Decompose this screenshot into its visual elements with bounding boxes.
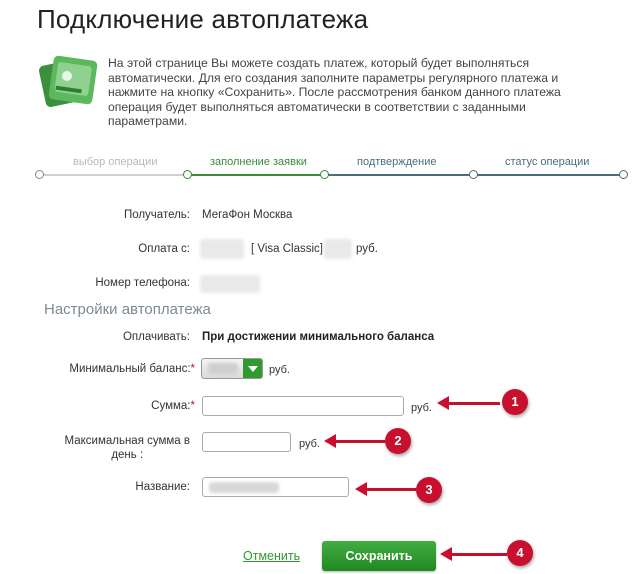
annotation-badge-3: 3: [416, 477, 442, 503]
step-line-done: [40, 174, 188, 176]
annotation-badge-4: 4: [507, 540, 533, 566]
card-name: [ Visa Classic]: [251, 243, 324, 255]
name-input[interactable]: [202, 477, 349, 497]
step-dot-4: [469, 170, 478, 179]
annotation-arrow-3: [366, 488, 416, 491]
min-balance-label: [69, 363, 195, 375]
annotation-arrow-head-4: [440, 547, 452, 561]
step-line-current: [188, 174, 325, 176]
step-dot-1: [35, 170, 44, 179]
save-button[interactable]: Сохранить: [322, 541, 436, 571]
page-title: Подключение автоплатежа: [37, 4, 369, 34]
intro-text: На этой странице Вы можете создать платеж, который будет выполняться автоматически. Для его создания заполните параметры регулярного платежа и нажмите на кнопку «Сохранить». После рассмотрения банком данного платежа операция будет выполняться автоматически в соответствии с заданными параметрами.: [108, 56, 561, 129]
annotation-arrow-2: [335, 440, 385, 443]
required-mark: *: [190, 400, 195, 412]
card-number-redacted: [200, 239, 244, 259]
pay-condition-value: При достижении минимального баланса: [202, 331, 435, 343]
step-dot-3: [320, 170, 329, 179]
sum-label: [151, 400, 195, 412]
min-balance-select[interactable]: [201, 358, 263, 379]
name-label: Название:: [135, 481, 190, 493]
recipient-label: Получатель:: [123, 209, 190, 221]
min-balance-label-text: Минимальный баланс:: [69, 363, 191, 375]
max-sum-label-line2: день :: [111, 449, 144, 461]
max-sum-label-line1: Максимальная сумма в: [64, 435, 190, 447]
annotation-badge-1: 1: [502, 389, 528, 415]
pay-condition-label: Оплачивать:: [122, 331, 190, 343]
step-dot-5: [619, 170, 628, 179]
name-value-redacted: [209, 482, 279, 493]
sum-unit: руб.: [411, 402, 432, 414]
settings-section-title: Настройки автоплатежа: [44, 301, 211, 318]
phone-redacted: [200, 275, 260, 293]
sum-label-text: Сумма:: [151, 400, 191, 412]
step-confirmation: подтверждение: [357, 156, 437, 168]
card-currency: руб.: [356, 243, 378, 255]
max-sum-unit: руб.: [299, 438, 320, 450]
max-sum-input[interactable]: [202, 432, 291, 452]
annotation-badge-2: 2: [385, 428, 411, 454]
required-mark: *: [190, 363, 195, 375]
min-balance-value-redacted: [208, 363, 238, 374]
min-balance-unit: руб.: [269, 364, 290, 376]
annotation-arrow-head-2: [324, 434, 336, 448]
phone-label: Номер телефона:: [95, 277, 190, 289]
annotation-arrow-1: [448, 402, 500, 405]
step-select-operation: выбор операции: [73, 156, 158, 168]
annotation-arrow-4: [451, 553, 507, 556]
payment-from-label: Оплата с:: [138, 243, 190, 255]
annotation-arrow-head-3: [355, 482, 367, 496]
chevron-down-icon[interactable]: [243, 359, 262, 378]
annotation-arrow-head-1: [437, 396, 449, 410]
card-balance-redacted: [324, 239, 352, 259]
max-sum-label: [65, 434, 191, 462]
step-status: статус операции: [505, 156, 590, 168]
recipient-value: МегаФон Москва: [202, 209, 293, 221]
step-dot-2: [183, 170, 192, 179]
step-fill-form: заполнение заявки: [210, 156, 307, 168]
cancel-link[interactable]: Отменить: [243, 549, 301, 563]
card-icon: [37, 52, 101, 112]
sum-input[interactable]: [202, 396, 404, 416]
